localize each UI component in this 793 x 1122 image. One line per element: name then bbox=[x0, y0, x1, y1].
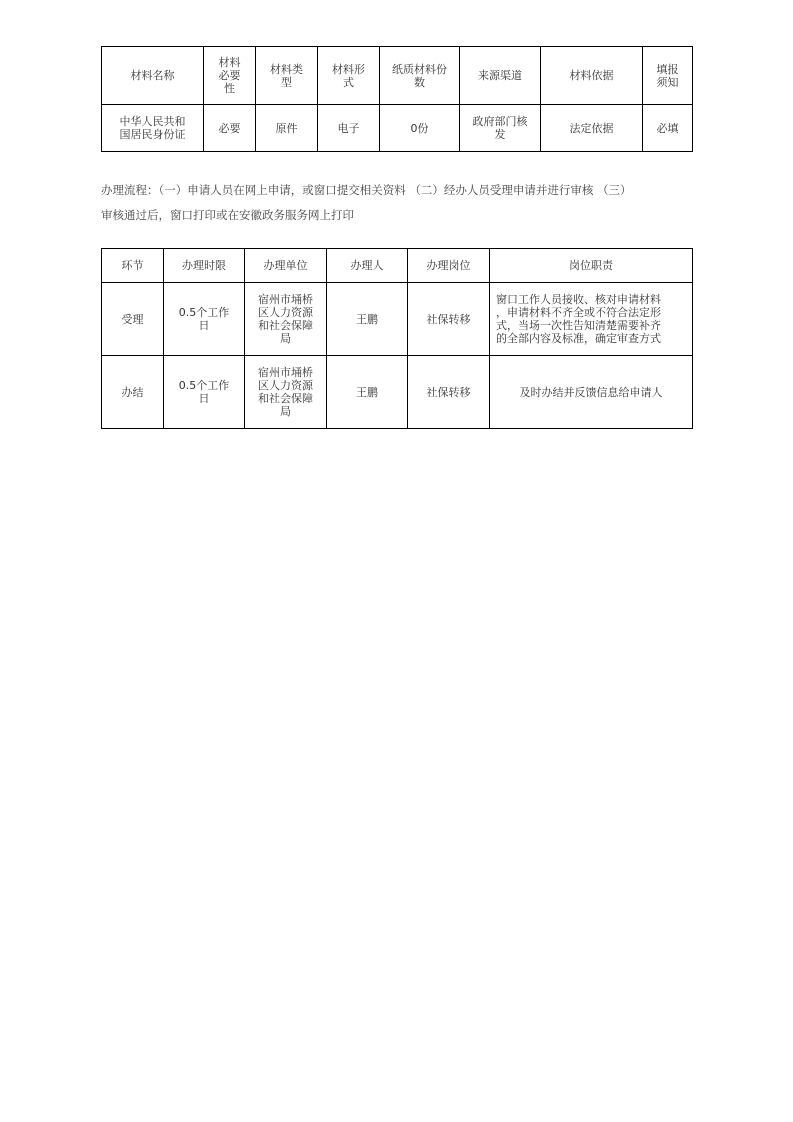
header-handler: 办理人 bbox=[327, 249, 408, 283]
table-row bbox=[102, 283, 693, 356]
cell-material-basis: 法定依据 bbox=[541, 105, 643, 152]
header-material-basis: 材料依据 bbox=[541, 47, 643, 105]
cell-material-name: 中华人民共和 国居民身份证 bbox=[102, 105, 204, 152]
header-fill-notes: 填报 须知 bbox=[643, 47, 693, 105]
process-line-1: 办理流程：（一）申请人员在网上申请，或窗口提交相关资料 （二）经办人员受理申请并进行审核 （三） bbox=[101, 183, 632, 197]
cell-handler: 王鹏 bbox=[327, 283, 408, 356]
cell-fill-notes: 必填 bbox=[643, 105, 693, 152]
cell-step: 办结 bbox=[102, 356, 164, 429]
materials-table bbox=[101, 46, 693, 152]
header-source-channel: 来源渠道 bbox=[460, 47, 541, 105]
table-row bbox=[102, 105, 693, 152]
cell-position: 社保转移 bbox=[408, 283, 490, 356]
header-position: 办理岗位 bbox=[408, 249, 490, 283]
cell-duties: 窗口工作人员接收、核对申请材料 ，申请材料不齐全或不符合法定形 式，当场一次性告知清楚需要补齐 的全部内容及标准，确定审查方式 bbox=[490, 283, 693, 356]
process-line-2: 审核通过后，窗口打印或在安徽政务服务网上打印 bbox=[101, 208, 354, 222]
header-paper-copies: 纸质材料份 数 bbox=[380, 47, 460, 105]
header-material-necessity: 材料 必要 性 bbox=[204, 47, 256, 105]
cell-position: 社保转移 bbox=[408, 356, 490, 429]
cell-material-necessity: 必要 bbox=[204, 105, 256, 152]
cell-material-type: 原件 bbox=[256, 105, 318, 152]
table-row bbox=[102, 356, 693, 429]
cell-source-channel: 政府部门核 发 bbox=[460, 105, 541, 152]
steps-header-row bbox=[102, 249, 693, 283]
header-material-name: 材料名称 bbox=[102, 47, 204, 105]
cell-time-limit: 0.5个工作 日 bbox=[164, 356, 245, 429]
header-time-limit: 办理时限 bbox=[164, 249, 245, 283]
cell-handling-unit: 宿州市埇桥 区人力资源 和社会保障 局 bbox=[245, 356, 327, 429]
header-duties: 岗位职责 bbox=[490, 249, 693, 283]
header-material-type: 材料类 型 bbox=[256, 47, 318, 105]
cell-handling-unit: 宿州市埇桥 区人力资源 和社会保障 局 bbox=[245, 283, 327, 356]
cell-duties: 及时办结并反馈信息给申请人 bbox=[490, 356, 693, 429]
cell-material-form: 电子 bbox=[318, 105, 380, 152]
header-handling-unit: 办理单位 bbox=[245, 249, 327, 283]
materials-header-row bbox=[102, 47, 693, 105]
cell-handler: 王鹏 bbox=[327, 356, 408, 429]
process-description bbox=[101, 178, 701, 228]
cell-time-limit: 0.5个工作 日 bbox=[164, 283, 245, 356]
cell-paper-copies: 0份 bbox=[380, 105, 460, 152]
header-step: 环节 bbox=[102, 249, 164, 283]
header-material-form: 材料形 式 bbox=[318, 47, 380, 105]
steps-table bbox=[101, 248, 693, 429]
cell-step: 受理 bbox=[102, 283, 164, 356]
